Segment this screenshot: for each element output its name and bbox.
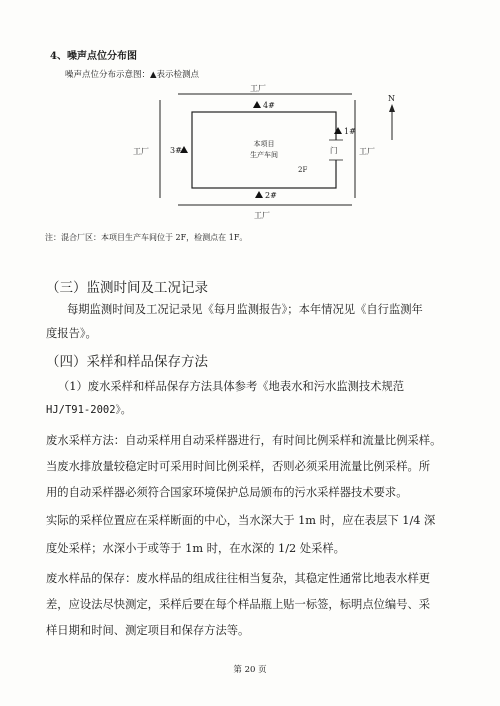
page-footer: 第 20 页: [233, 665, 267, 675]
workshop-name-line1: 本项目: [253, 140, 275, 148]
para-4-1-line-1: （1）废水采样和样品保存方法具体参考《地表水和污水监测技术规范: [58, 380, 405, 393]
para-4-1-line-2: HJ/T91-2002》。: [46, 404, 132, 416]
label-right: 工厂: [359, 147, 375, 156]
door-label: 门: [330, 146, 338, 155]
para-pos-line-1: 实际的采样位置应在采样断面的中心，当水深大于 1m 时，应在表层下 1/4 深: [46, 514, 436, 527]
label-bottom: 工厂: [254, 211, 270, 220]
para-ww-line-3: 用的自动采样器必须符合国家环境保护总局颁布的污水采样器技术要求。: [46, 486, 408, 499]
label-left: 工厂: [133, 147, 149, 156]
label-top: 工厂: [250, 84, 266, 93]
point-4-label: 4#: [263, 101, 275, 110]
section-title: 4、噪声点位分布图: [50, 51, 137, 62]
para-ww-line-2: 当废水排放量较稳定时可采用时间比例采样，否则必须采用流量比例采样。所: [46, 460, 431, 473]
noise-point-diagram: [0, 0, 500, 230]
point-2-label: 2#: [265, 191, 277, 200]
para-sp-line-1: 废水样品的保存：废水样品的组成往往相当复杂，其稳定性通常比地表水样更: [46, 572, 431, 585]
para-ww-line-1: 废水采样方法：自动采样用自动采样器进行，有时间比例采样和流量比例采样。: [46, 434, 442, 447]
point-1-label: 1#: [344, 127, 356, 136]
heading-4: （四）采样和样品保存方法: [46, 354, 208, 370]
point-3-label: 3#: [170, 146, 182, 155]
para-sp-line-2: 差，应设法尽快测定，采样后要在每个样品瓶上贴一标签，标明点位编号、采: [46, 598, 431, 611]
triangle-icon: [253, 101, 261, 108]
heading-3: （三）监测时间及工况记录: [46, 280, 208, 296]
para-pos-line-2: 度处采样；水深小于或等于 1m 时，在水深的 1/2 处采样。: [46, 542, 345, 555]
diagram-caption: 噪声点位分布示意图：▲表示检测点: [65, 70, 200, 80]
workshop-name-line2: 生产车间: [250, 151, 278, 159]
para-3-line-2: 度报告》。: [46, 327, 97, 340]
para-3-line-1: 每期监测时间及工况记录见《每月监测报告》；本年情况见《自行监测年: [67, 303, 423, 316]
triangle-icon: [334, 127, 342, 134]
north-label: N: [388, 94, 395, 103]
floor-label: 2F: [298, 166, 308, 174]
para-sp-line-3: 样日期和时间、测定项目和保存方法等。: [46, 624, 250, 637]
workshop-rect: [192, 112, 336, 188]
triangle-icon: [255, 191, 263, 198]
diagram-note: 注：混合厂区：本项目生产车间位于 2F，检测点在 1F。: [45, 233, 248, 242]
